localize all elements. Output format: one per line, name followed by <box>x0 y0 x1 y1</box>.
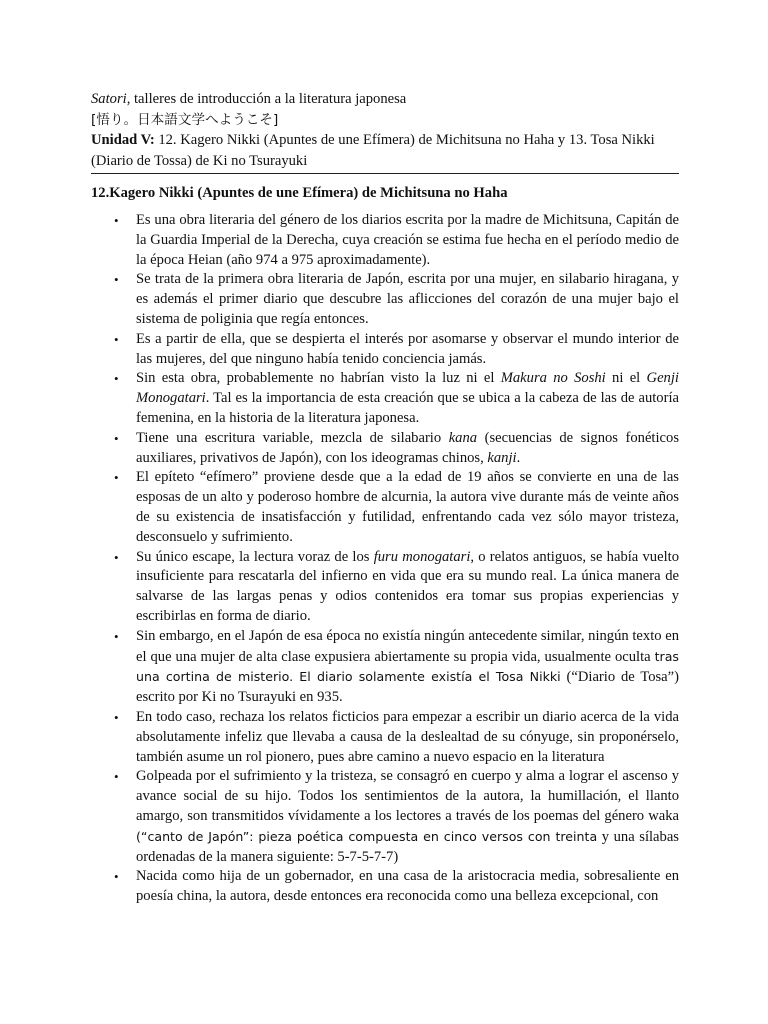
list-item <box>91 270 679 329</box>
work-title: Genji Monogatari <box>136 370 679 407</box>
bullet-icon: • <box>114 331 119 347</box>
course-subtitle: , talleres de introducción a la literatura japonesa <box>126 91 407 107</box>
unit-label: Unidad V: <box>91 132 155 148</box>
item-text: Nacida como hija de un gobernador, en una casa de la aristocracia media, sobresaliente en poesía china, la autora, desde entonces era reconocida como una belleza excepcional, con <box>136 868 679 905</box>
course-header <box>91 89 679 171</box>
bullet-icon: • <box>114 430 119 446</box>
term: furu monogatari <box>373 548 471 565</box>
list-item <box>91 468 679 547</box>
item-text: Su único escape, la lectura voraz de los <box>136 548 374 565</box>
list-item <box>91 211 679 270</box>
course-title-line <box>91 89 679 110</box>
bullet-icon: • <box>114 869 119 885</box>
item-text: Golpeada por el sufrimiento y la tristeza, se consagró en cuerpo y alma a lograr el ascenso y avance social de su hijo. Todos los sentimientos de la autora, la humillación, el llanto amargo, son transmitidos vívidamente a los lectores a través de los poemas del género waka <box>136 768 679 824</box>
list-item <box>91 330 679 370</box>
bullet-list <box>91 211 679 907</box>
unit-line <box>91 130 679 171</box>
item-text: . Tal es la importancia de esta creación que se ubica a la cabeza de las de autoría femenina, en la historia de la literatura japonesa. <box>136 390 679 426</box>
term: kanji <box>487 449 517 466</box>
item-text-sans: (“canto de Japón”: pieza poética compuesta en cinco versos con treinta <box>136 828 598 844</box>
list-item <box>91 867 679 907</box>
japanese-welcome: [悟り。日本語文学へようこそ] <box>91 111 279 128</box>
list-item <box>91 369 679 428</box>
course-name: Satori <box>91 91 127 107</box>
item-text: Es una obra literaria del género de los diarios escrita por la madre de Michitsuna, Capitán de la Guardia Imperial de la Derecha, cuya creación se estima fue hecha en el período medio de la época Heian (año 974 a 975 aproximadamente). <box>136 212 679 268</box>
term: kana <box>448 429 478 446</box>
item-text: . <box>516 449 521 466</box>
item-text: Sin embargo, en el Japón de esa época no existía ningún antecedente similar, ningún texto en el que una mujer de alta clase expusiera abiertamente su propia vida, usualmente oculta <box>136 627 679 665</box>
list-item <box>91 767 679 867</box>
bullet-icon: • <box>114 272 119 288</box>
item-text: , o relatos antiguos, se había vuelto insuficiente para rescatarla del infierno en vida que era su mundo real. La única manera de salvarse de las largas penas y odios contenidos era tomar sus propias experiencias y escribirlas en forma de diario. <box>136 548 679 624</box>
bullet-icon: • <box>114 213 119 228</box>
item-text: Sin esta obra, probablemente no habrían visto la luz ni el <box>136 370 501 387</box>
list-item <box>91 708 679 767</box>
bullet-icon: • <box>114 549 119 565</box>
list-item <box>91 548 679 627</box>
item-text: ni el <box>605 370 647 387</box>
list-item <box>91 627 679 708</box>
bullet-icon: • <box>114 709 119 725</box>
item-text: En todo caso, rechaza los relatos ficticios para empezar a escribir un diario acerca de la vida absolutamente infeliz que llevaba a causa de la deslealtad de su cónyuge, sin proponérselo, también asume un rol pionero, pues abre camino a nuevo espacio en la literatura <box>136 708 679 765</box>
bullet-icon: • <box>114 470 119 486</box>
bullet-icon: • <box>114 769 119 785</box>
bullet-icon: • <box>114 371 119 387</box>
item-text: El epíteto “efímero” proviene desde que a la edad de 19 años se convierte en una de las esposas de un alto y poderoso hombre de alcurnia, la autora vive durante más de veinte años de su existencia de insatisfacción y futilidad, enfrentando cada vez sólo mayor tristeza, desconsuelo y sufrimiento. <box>136 469 679 545</box>
item-text: y una sílabas ordenadas de la manera siguiente: 5-7-5-7-7) <box>136 828 679 865</box>
item-text: (secuencias de signos fonéticos auxiliares, privativos de Japón), con los ideogramas chinos, <box>136 429 679 466</box>
section-title: 12.Kagero Nikki (Apuntes de une Efímera) de Michitsuna no Haha <box>91 185 508 201</box>
list-item <box>91 429 679 469</box>
work-title: Makura no Soshi <box>500 370 606 387</box>
document-page <box>91 89 679 907</box>
item-text-sans: tras una cortina de misterio. El diario solamente existía el Tosa Nikki <box>136 648 679 685</box>
item-text: Es a partir de ella, que se despierta el interés por asomarse y observar el mundo interior de las mujeres, del que ninguno había tenido conciencia jamás. <box>136 330 679 367</box>
item-text: (“Diario de Tosa”) escrito por Ki no Tsurayuki en 935. <box>136 669 679 706</box>
item-text: Tiene una escritura variable, mezcla de silabario <box>136 429 449 446</box>
header-divider <box>91 173 679 174</box>
unit-description: 12. Kagero Nikki (Apuntes de une Efímera) de Michitsuna no Haha y 13. Tosa Nikki (Diario de Tossa) de Ki no Tsurayuki <box>91 132 655 169</box>
bullet-icon: • <box>114 628 119 644</box>
item-text: Se trata de la primera obra literaria de Japón, escrita por una mujer, en silabario hiragana, y es además el primer diario que descubre las aflicciones del corazón de una mujer bajo el sistema de poliginia que regía entonces. <box>136 271 679 327</box>
